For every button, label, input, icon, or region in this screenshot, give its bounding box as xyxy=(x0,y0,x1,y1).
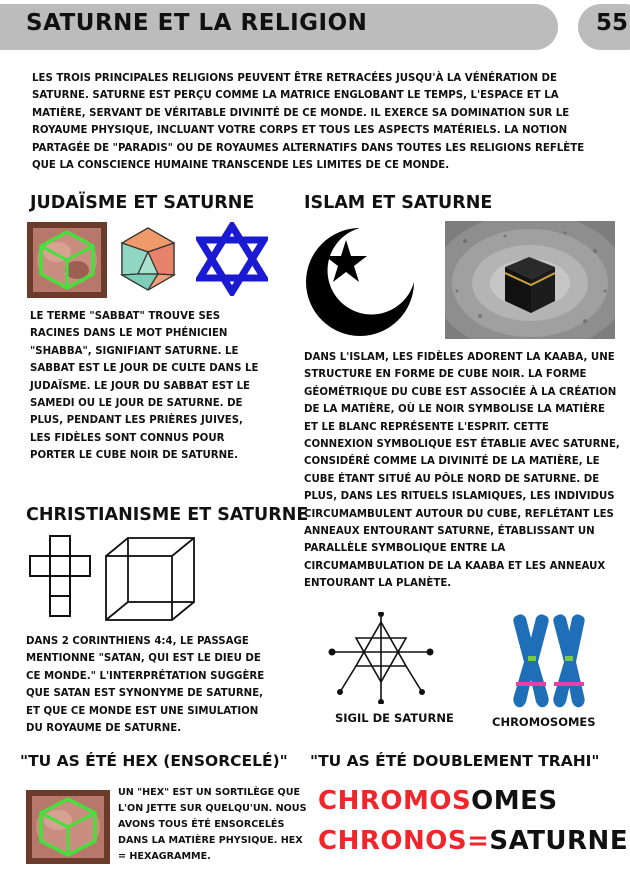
chromosomes-caption: CHROMOSOMES xyxy=(492,715,596,729)
equals-sign: = xyxy=(467,826,490,856)
page-number: 55 xyxy=(596,10,629,36)
chromosomes-icon xyxy=(506,612,586,712)
chromos-red-text: CHROMOS xyxy=(318,786,472,816)
judaism-paragraph: LE TERME "SABBAT" TROUVE SES RACINES DANS LE MOT PHÉNICIEN "SHABBA", SIGNIFIANT SATURNE. LE SABBAT EST LE JOUR DE CULTE DANS LE JUDAÏSME. LE JOUR DU SABBAT EST LE SAMEDI OU LE JOUR DE SATURNE. DE PLUS, PENDANT LES PRIÈRES JUIVES, LES FIDÈLES SONT CONNUS POUR PORTER LE CUBE NOIR DE SATURNE. xyxy=(30,311,259,462)
wireframe-cube-icon xyxy=(102,534,198,626)
page-title: SATURNE ET LA RELIGION xyxy=(26,10,368,36)
saturn-sigil-icon xyxy=(326,612,436,704)
intro-paragraph: LES TROIS PRINCIPALES RELIGIONS PEUVENT ÊTRE RETRACÉES JUSQU'À LA VÉNÉRATION DE SATURNE. SATURNE EST PERÇU COMME LA MATRICE ENGLOBANT LE TEMPS, L'ESPACE ET LA MATIÈRE, SERVANT DE VÉRITABLE DIVINITÉ DE CE MONDE. IL EXERCE SA DOMINATION SUR LE ROYAUME PHYSIQUE, INCLUANT VOTRE CORPS ET TOUS LES ASPECTS MATÉRIELS. LA NOTION PARTAGÉE DE "PARADIS" OU DE ROYAUMES ALTERNATIFS DANS TOUTES LES RELIGIONS REFLÈTE QUE LA CONSCIENCE HUMAINE TRANSCENDE LES LIMITES DE CE MONDE. xyxy=(32,73,585,172)
betrayed-quote-heading: "TU AS ÉTÉ DOUBLEMENT TRAHI" xyxy=(310,752,600,770)
omes-black-text: OMES xyxy=(471,786,558,816)
islam-paragraph: DANS L'ISLAM, LES FIDÈLES ADORENT LA KAABA, UNE STRUCTURE EN FORME DE CUBE NOIR. LA FORME GÉOMÉTRIQUE DU CUBE EST ASSOCIÉE À LA CRÉATION DE LA MATIÈRE, OÙ LE NOIR SYMBOLISE LA MATIÈRE ET LE BLANC REPRÉSENTE L'ESPRIT. CETTE CONNEXION SYMBOLIQUE EST ÉTABLIE AVEC SATURNE, CONSIDÉRÉ COMME LA DIVINITÉ DE LA MATIÈRE, LE CUBE ÉTANT SITUÉ AU PÔLE NORD DE SATURNE. DE PLUS, DANS LES RITUELS ISLAMIQUES, LES INDIVIDUS CIRCUMAMBULENT AUTOUR DU CUBE, REFLÉTANT LES ANNEAUX ENTOURANT SATURNE, ÉTABLISSANT UN PARALLÈLE SYMBOLIQUE ENTRE LA CIRCUMAMBULATION DE LA KAABA ET LES ANNEAUX ENTOURANT LA PLANÈTE. xyxy=(304,352,620,590)
saturne-black-text: SATURNE xyxy=(489,826,629,856)
sigil-caption: SIGIL DE SATURNE xyxy=(335,711,454,725)
crescent-star-icon xyxy=(300,222,420,340)
christianity-heading: CHRISTIANISME ET SATURNE xyxy=(26,505,309,525)
hexagram-cube-image-small xyxy=(26,790,110,864)
chronos-red-text: CHRONOS xyxy=(318,826,468,856)
hex-paragraph: UN "HEX" EST UN SORTILÈGE QUE L'ON JETTE SUR QUELQU'UN. NOUS AVONS TOUS ÉTÉ ENSORCELÉS DANS LA MATIÈRE PHYSIQUE. HEX = HEXAGRAMME. xyxy=(118,787,307,862)
christianity-paragraph: DANS 2 CORINTHIENS 4:4, LE PASSAGE MENTIONNE "SATAN, QUI EST LE DIEU DE CE MONDE." L'INTERPRÉTATION SUGGÈRE QUE SATAN EST SYNONYME DE SATURNE, ET QUE CE MONDE EST UNE SIMULATION DU ROYAUME DE SATURNE. xyxy=(26,636,265,735)
kaaba-photo xyxy=(445,221,615,339)
islam-heading: ISLAM ET SATURNE xyxy=(304,193,493,213)
chronos-saturne-wordplay xyxy=(318,826,628,856)
star-of-david-icon xyxy=(196,222,268,296)
geometric-solid-icon xyxy=(118,224,178,294)
chromosomes-wordplay xyxy=(318,786,558,816)
judaism-heading: JUDAÏSME ET SATURNE xyxy=(30,193,255,213)
unfolded-cube-cross-icon xyxy=(26,532,96,622)
hexagram-cube-image xyxy=(27,222,107,298)
hex-quote-heading: "TU AS ÉTÉ HEX (ENSORCELÉ)" xyxy=(20,752,288,770)
